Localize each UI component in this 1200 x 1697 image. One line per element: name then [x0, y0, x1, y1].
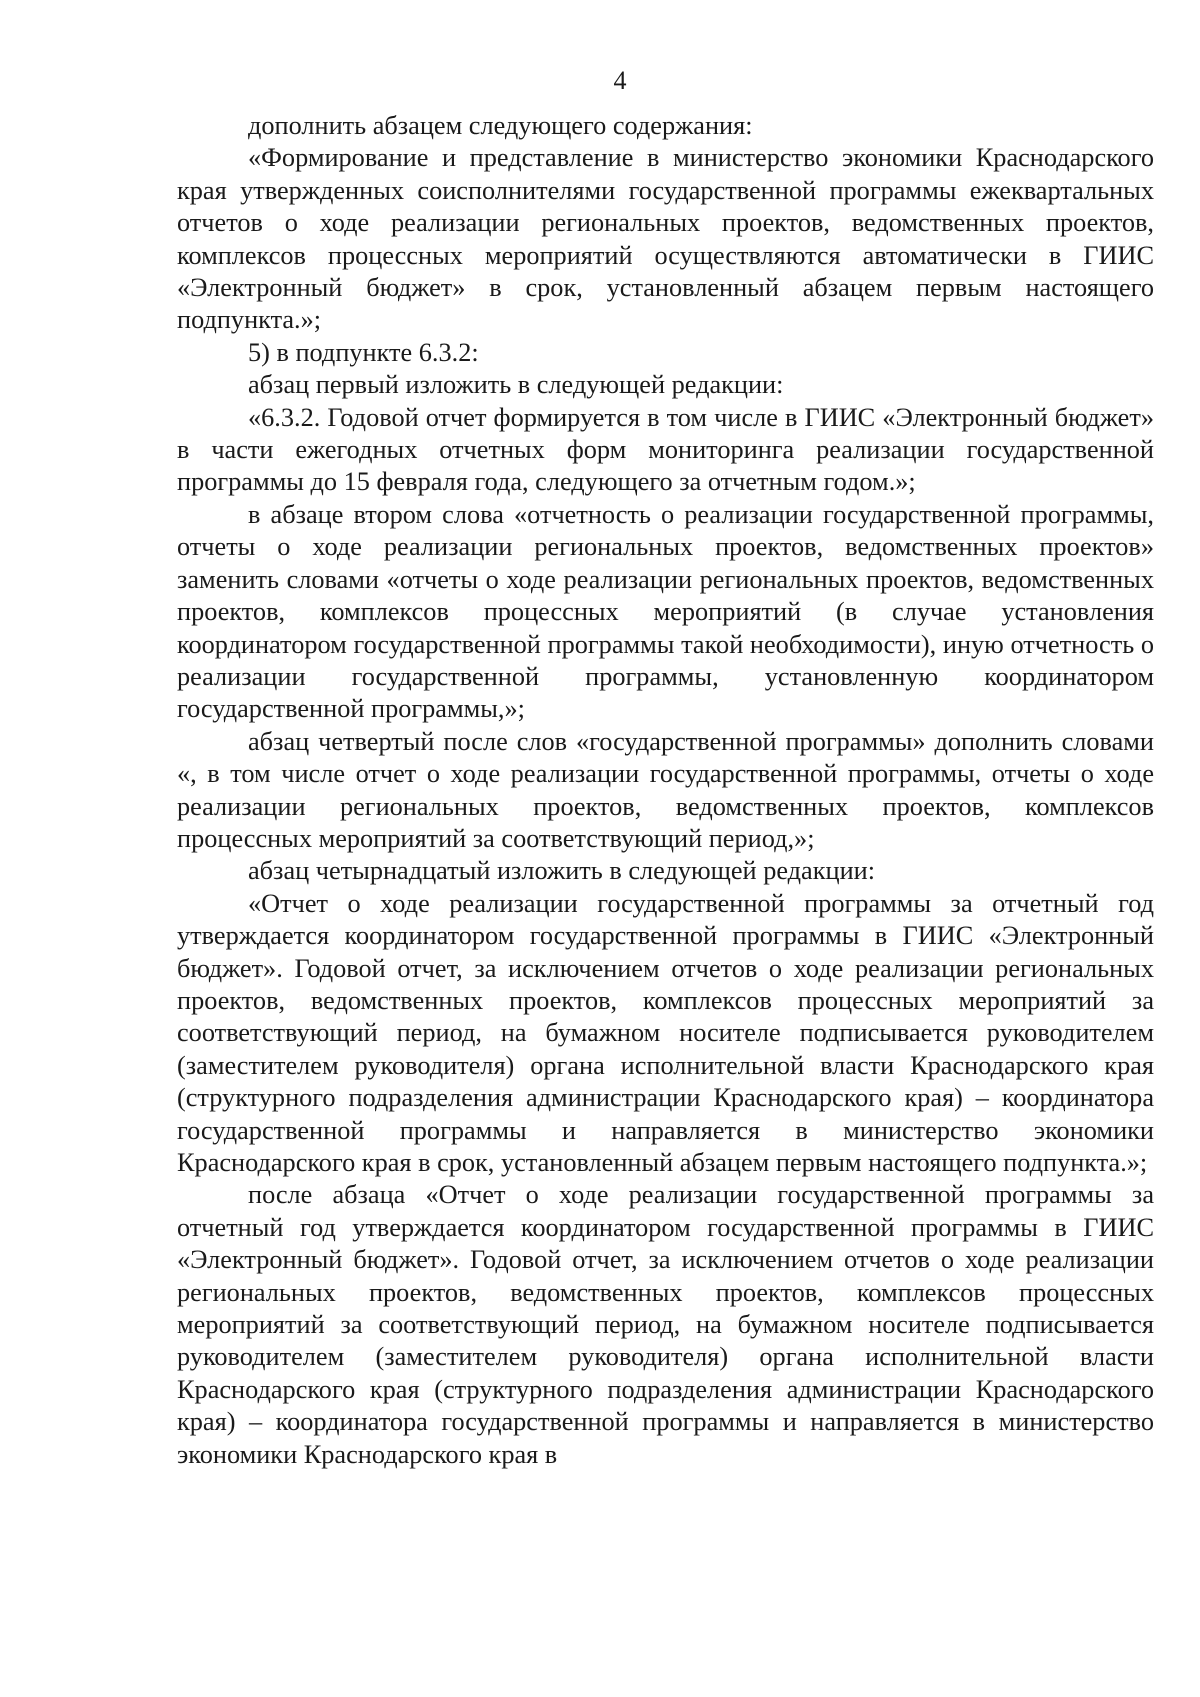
paragraph: абзац четвертый после слов «государственной программы» дополнить словами «, в том числе отчет о ходе реализации государственной программы, отчеты о ходе реализации региональных проектов, ведомственных проектов, комплексов процессных мероприятий за соответствующий период,»;: [177, 726, 1154, 853]
paragraph: абзац четырнадцатый изложить в следующей редакции:: [248, 856, 876, 886]
paragraph: «Формирование и представление в министерство экономики Краснодарского края утвержденных соисполнителями государственной программы ежеквартальных отчетов о ходе реализации региональных проектов, ведомственных проектов, комплексов процессных мероприятий осуществляются автоматически в ГИИС «Электронный бюджет» в срок, установленный абзацем первым настоящего подпункта.»;: [177, 143, 1154, 335]
paragraph: в абзаце втором слова «отчетность о реализации государственной программы, отчеты о ходе реализации региональных проектов, ведомственных проектов» заменить словами «отчеты о ходе реализации региональных проектов, ведомственных проектов, комплексов процессных мероприятий (в случае установления координатором государственной программы такой необходимости), иную отчетность о реализации государственной программы, установленную координатором государственной программы,»;: [177, 499, 1154, 724]
document-body: [177, 110, 1154, 1471]
paragraph: «Отчет о ходе реализации государственной программы за отчетный год утверждается координатором государственной программы в ГИИС «Электронный бюджет». Годовой отчет, за исключением отчетов о ходе реализации региональных проектов, ведомственных проектов, комплексов процессных мероприятий за соответствующий период, на бумажном носителе подписывается руководителем (заместителем руководителя) органа исполнительной власти Краснодарского края (структурного подразделения администрации Краснодарского края) – координатора государственной программы и направляется в министерство экономики Краснодарского края в срок, установленный абзацем первым настоящего подпункта.»;: [177, 888, 1154, 1177]
paragraph: дополнить абзацем следующего содержания:: [248, 111, 753, 140]
paragraph: «6.3.2. Годовой отчет формируется в том числе в ГИИС «Электронный бюджет» в части ежегодных отчетных форм мониторинга реализации государственной программы до 15 февраля года, следующего за отчетным годом.»;: [177, 402, 1154, 497]
paragraph: 5) в подпункте 6.3.2:: [248, 337, 479, 367]
paragraph: после абзаца «Отчет о ходе реализации государственной программы за отчетный год утверждается координатором государственной программы в ГИИС «Электронный бюджет». Годовой отчет, за исключением отчетов о ходе реализации региональных проектов, ведомственных проектов, комплексов процессных мероприятий за соответствующий период, на бумажном носителе подписывается руководителем (заместителем руководителя) органа исполнительной власти Краснодарского края (структурного подразделения администрации Краснодарского края) – координатора государственной программы и направляется в министерство экономики Краснодарского края в: [177, 1180, 1154, 1469]
page-number: 4: [613, 66, 627, 95]
paragraph: абзац первый изложить в следующей редакции:: [248, 370, 784, 400]
